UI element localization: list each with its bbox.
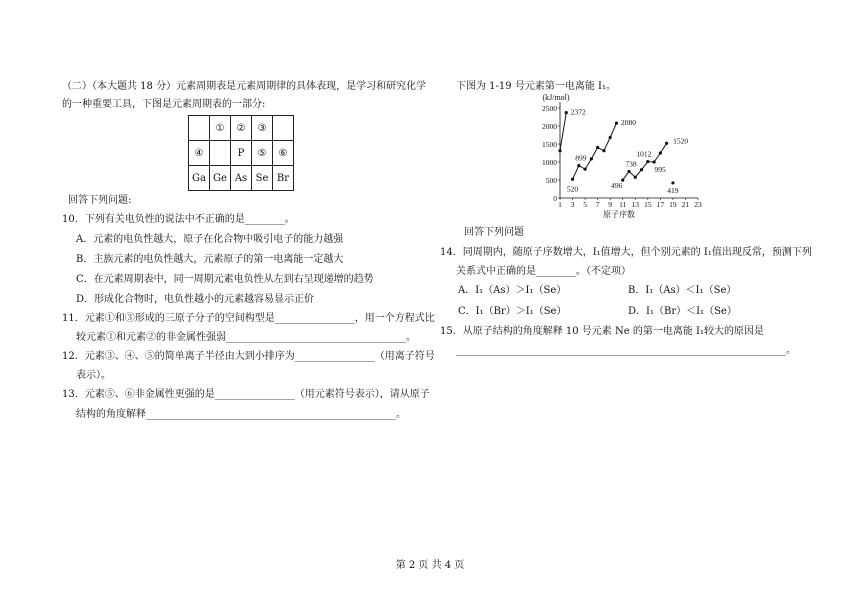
x-tick-label: 3 [570,200,575,209]
y-tick-label: 1000 [542,158,557,167]
x-tick-label: 23 [694,200,702,209]
series-line [560,113,566,151]
pt-cell: ① [210,116,231,141]
q10-option-d: D．形成化合物时，电负性越小的元素越容易显示正价 [76,294,315,305]
data-label: 738 [625,159,637,169]
data-label: 496 [611,181,623,191]
pt-cell [210,141,231,166]
periodic-table-fragment [188,115,294,191]
answer-prompt-left: 回答下列问题: [68,195,132,206]
data-label: 2372 [570,107,586,117]
pt-cell: ⑤ [252,141,273,166]
x-tick-label: 11 [619,200,627,209]
q13-line1: 13．元素⑤、⑥非金属性更强的是________________（用元素符号表示），请从原子 [62,389,430,400]
x-tick-label: 17 [656,200,665,209]
data-label: 1520 [673,136,689,146]
y-tick-label: 500 [545,176,557,185]
q10-option-b: B．主族元素的电负性越大，元素原子的第一电离能一定越大 [76,254,344,265]
data-point [627,170,630,173]
x-axis-label: 原子序数 [603,210,635,218]
pt-cell: Se [252,166,273,191]
data-point [565,111,568,114]
data-point [583,168,586,171]
data-label: 419 [667,185,679,195]
page-footer: 第 2 页 共 4 页 [395,560,465,571]
chart-caption: 下图为 1-19 号元素第一电离能 I₁。 [456,81,616,92]
pt-cell: P [231,141,252,166]
x-tick-label: 15 [644,200,652,209]
q10-option-a: A．元素的电负性越大，原子在化合物中吸引电子的能力越强 [76,234,344,245]
data-point [634,176,637,179]
data-label: 995 [654,165,666,175]
y-tick-label: 0 [553,194,557,203]
q10-option-c: C．在元素周期表中，同一周期元素电负性从左到右呈现递增的趋势 [76,274,374,285]
data-point [571,178,574,181]
data-point [665,142,668,145]
x-tick-label: 9 [608,200,613,209]
q15-line1: 15．从原子结构的角度解释 10 号元素 Ne 的第一电离能 I₁较大的原因是 [440,326,764,337]
data-label: 1012 [636,149,652,159]
pt-cell: ② [231,116,252,141]
pt-cell [189,116,210,141]
x-tick-label: 5 [583,200,587,209]
y-tick-label: 1500 [542,140,557,149]
data-point [602,149,605,152]
pt-cell: Br [273,166,294,191]
data-point [590,157,593,160]
data-point [596,146,599,149]
q11-line1: 11．元素①和③形成的三原子分子的空间构型是________________，用一个方程式比 [62,313,435,324]
ionization-energy-chart [530,92,706,218]
pt-cell: Ga [189,166,210,191]
pt-cell: Ge [210,166,231,191]
answer-prompt-right: 回答下列问题 [464,227,524,238]
data-label: 2080 [620,118,636,128]
q14-line1: 14．同周期内，随原子序数增大，I₁值增大，但个别元素的 I₁值出现反常，预测下列 [440,247,812,258]
q13-line2: 结构的角度解释__________________________________________________。 [76,409,406,420]
q14-line2: 关系式中正确的是________。（不定项） [456,266,631,277]
data-point [609,136,612,139]
section-intro-line2: 的一种重要工具，下图是元素周期表的一部分: [62,99,266,110]
data-point [615,122,618,125]
data-point [659,151,662,154]
data-point [671,181,674,184]
section-intro-line1: （二）（本大题共 18 分）元素周期表是元素周期律的具体表现，是学习和研究化学 [62,81,427,92]
pt-cell: ③ [252,116,273,141]
x-tick-label: 13 [631,200,640,209]
pt-cell: ④ [189,141,210,166]
x-tick-label: 1 [558,200,562,209]
pt-cell [273,116,294,141]
pt-cell: ⑥ [273,141,294,166]
data-point [558,149,561,152]
data-label: 520 [566,184,579,194]
q10-stem: 10．下列有关电负性的说法中不正确的是________。 [62,214,295,225]
data-point [640,168,643,171]
data-label: 899 [575,153,587,163]
q14-option-c: C．I₁（Br）＞I₁（Se） [458,306,567,317]
q14-option-b: B．I₁（As）＜I₁（Se） [628,285,737,296]
data-point [652,160,655,163]
data-point [577,164,580,167]
y-axis-label: (kJ/mol) [542,93,570,102]
q12-line1: 12．元素③、④、⑤的简单离子半径由大到小排序为________________（用离子符号 [62,351,435,362]
q12-line2: 表示）。 [76,370,111,381]
x-tick-label: 21 [681,200,690,209]
q14-option-a: A．I₁（As）＞I₁（Se） [458,285,567,296]
y-tick-label: 2500 [542,104,557,113]
q14-option-d: D．I₁（Br）＜I₁（Se） [628,306,737,317]
y-tick-label: 2000 [542,122,557,131]
q11-line2: 较元素①和元素②的非金属性强弱____________________________________。 [76,332,416,343]
x-tick-label: 19 [669,200,677,209]
q15-line2: __________________________________________________________________。 [456,345,796,356]
series-line [573,123,617,179]
pt-cell: As [231,166,252,191]
x-tick-label: 7 [595,200,600,209]
data-point [646,160,649,163]
